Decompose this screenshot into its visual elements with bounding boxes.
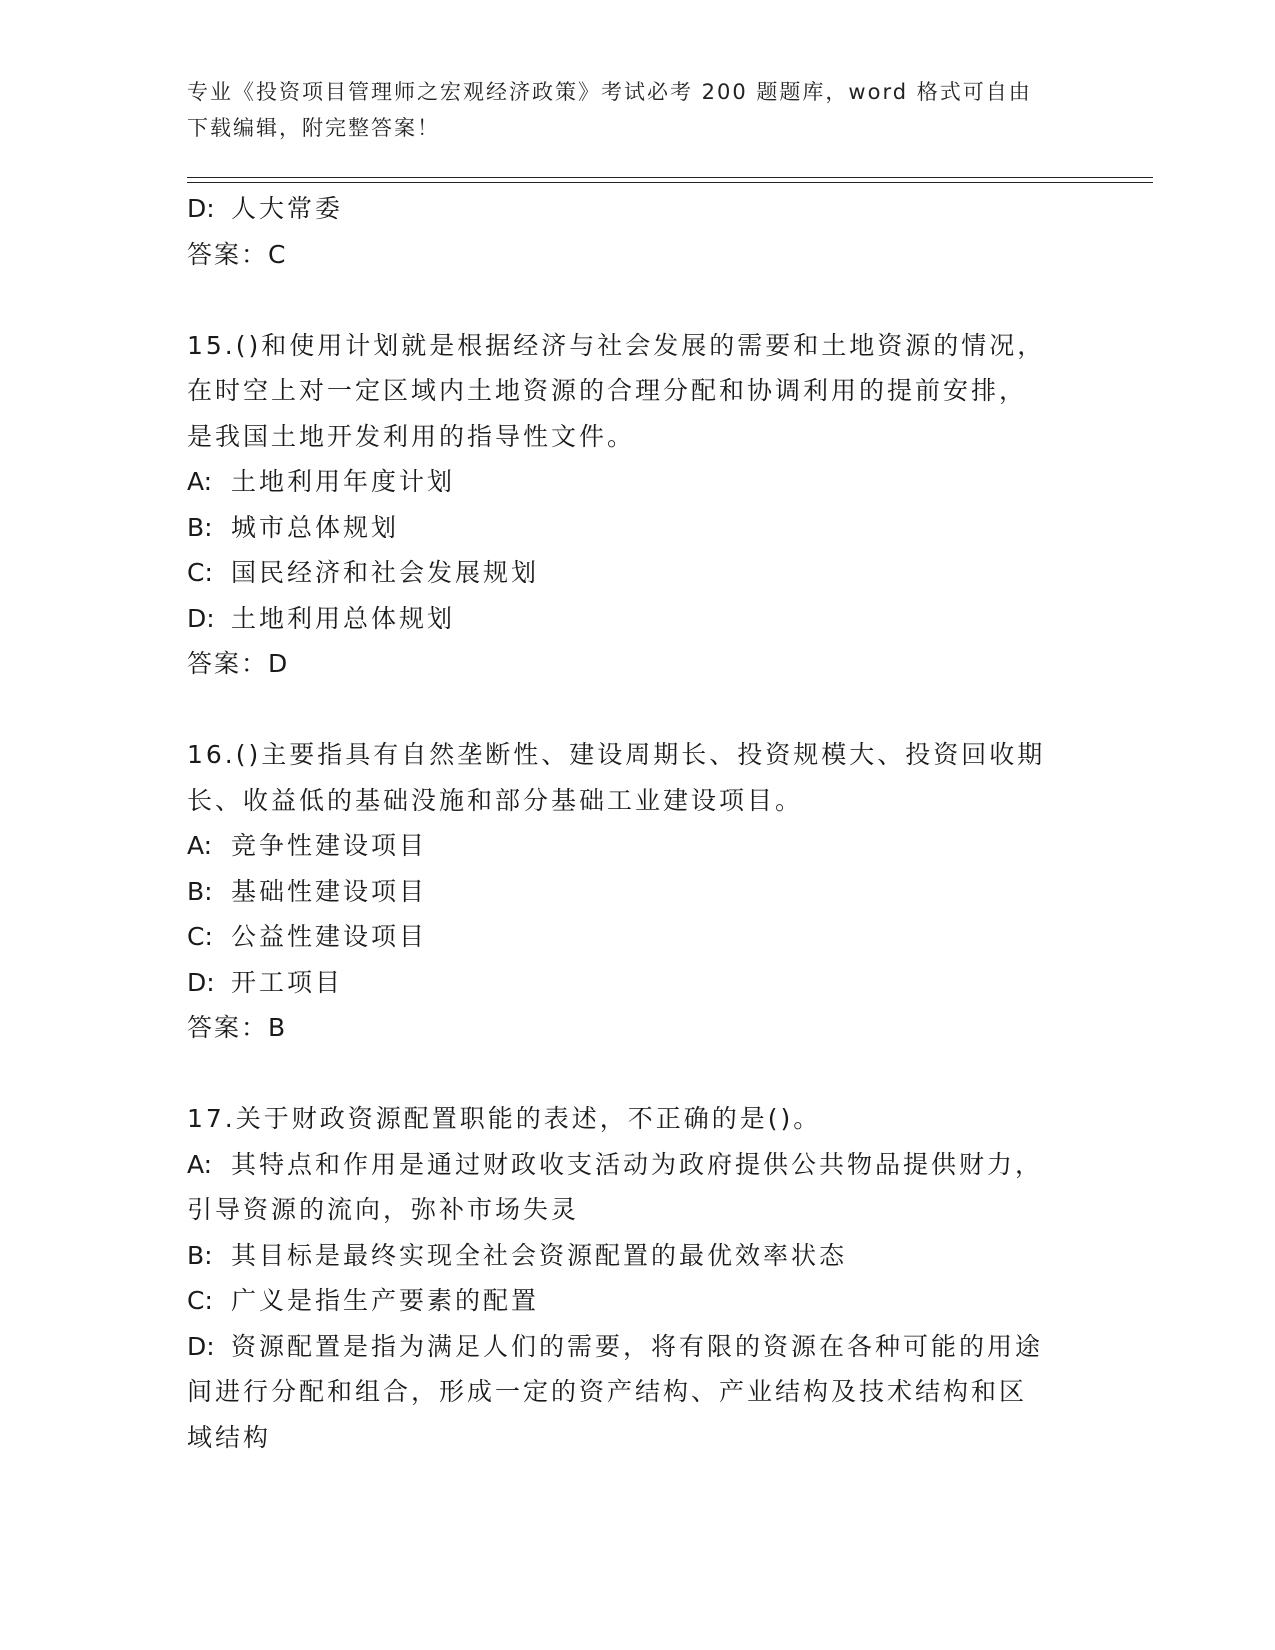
option-text: 其特点和作用是通过财政收支活动为政府提供公共物品提供财力， xyxy=(231,1149,1044,1179)
option-line xyxy=(187,960,1067,1006)
option-line xyxy=(187,596,1067,642)
answer-line: 答案：D xyxy=(187,649,290,678)
header-rule-bottom xyxy=(187,182,1153,183)
option-line xyxy=(187,1142,1067,1188)
question-stem-line: 是我国土地开发利用的指导性文件。 xyxy=(187,421,636,451)
page-header xyxy=(187,74,1067,146)
option-line xyxy=(187,505,1067,551)
option-letter: D: xyxy=(187,194,215,223)
header-rule-top xyxy=(187,177,1153,178)
option-continuation-line: 引导资源的流向，弥补市场失灵 xyxy=(187,1195,580,1224)
option-continuation-line: 域结构 xyxy=(187,1422,272,1452)
option-line xyxy=(187,1278,1067,1324)
option-text: 开工项目 xyxy=(231,967,344,997)
question-stem-line: 17.关于财政资源配置职能的表述，不正确的是()。 xyxy=(187,1104,822,1133)
option-line xyxy=(187,459,1067,505)
option-letter: C: xyxy=(187,1286,213,1315)
option-text: 基础性建设项目 xyxy=(231,876,428,906)
question-stem-line: 15.()和使用计划就是根据经济与社会发展的需要和土地资源的情况， xyxy=(187,330,1046,360)
option-line xyxy=(187,550,1067,596)
option-text: 人大常委 xyxy=(231,194,344,223)
document-body xyxy=(187,186,1067,1460)
option-line xyxy=(187,186,1067,232)
option-letter: B: xyxy=(187,512,213,542)
option-text: 城市总体规划 xyxy=(231,512,400,542)
option-text: 竞争性建设项目 xyxy=(231,831,428,860)
option-letter: A: xyxy=(187,467,213,496)
option-letter: D: xyxy=(187,967,215,997)
header-line-2: 下载编辑，附完整答案！ xyxy=(187,116,440,140)
answer-line: 答案：C xyxy=(187,239,288,269)
option-text: 广义是指生产要素的配置 xyxy=(231,1286,540,1315)
option-text: 公益性建设项目 xyxy=(231,922,428,951)
question-15 xyxy=(187,323,1067,687)
option-text: 国民经济和社会发展规划 xyxy=(231,558,540,587)
spacer xyxy=(187,687,1067,733)
option-letter: D: xyxy=(187,1331,215,1361)
option-text: 土地利用年度计划 xyxy=(231,467,456,496)
option-text: 资源配置是指为满足人们的需要，将有限的资源在各种可能的用途 xyxy=(231,1331,1044,1361)
header-line-1: 专业《投资项目管理师之宏观经济政策》考试必考 200 题题库，word 格式可自由 xyxy=(187,80,1032,104)
question-stem-line: 长、收益低的基础没施和部分基础工业建设项目。 xyxy=(187,785,804,815)
spacer xyxy=(187,277,1067,323)
option-letter: D: xyxy=(187,603,215,633)
option-letter: C: xyxy=(187,558,213,587)
option-letter: A: xyxy=(187,831,213,860)
question-stem-line: 在时空上对一定区域内土地资源的合理分配和协调利用的提前安排， xyxy=(187,376,1028,405)
spacer xyxy=(187,1051,1067,1097)
option-text: 其目标是最终实现全社会资源配置的最优效率状态 xyxy=(231,1240,848,1270)
answer-line: 答案：B xyxy=(187,1013,288,1042)
option-text: 土地利用总体规划 xyxy=(231,603,456,633)
option-letter: B: xyxy=(187,876,213,906)
option-line xyxy=(187,1324,1067,1370)
option-letter: C: xyxy=(187,922,213,951)
option-line xyxy=(187,914,1067,960)
option-letter: B: xyxy=(187,1240,213,1270)
option-continuation-line: 间进行分配和组合，形成一定的资产结构、产业结构及技术结构和区 xyxy=(187,1377,1028,1406)
question-16 xyxy=(187,732,1067,1051)
option-line xyxy=(187,823,1067,869)
question-17 xyxy=(187,1096,1067,1460)
option-line xyxy=(187,1233,1067,1279)
option-line xyxy=(187,869,1067,915)
option-letter: A: xyxy=(187,1149,213,1179)
question-stem-line: 16.()主要指具有自然垄断性、建设周期长、投资规模大、投资回收期 xyxy=(187,740,1046,769)
